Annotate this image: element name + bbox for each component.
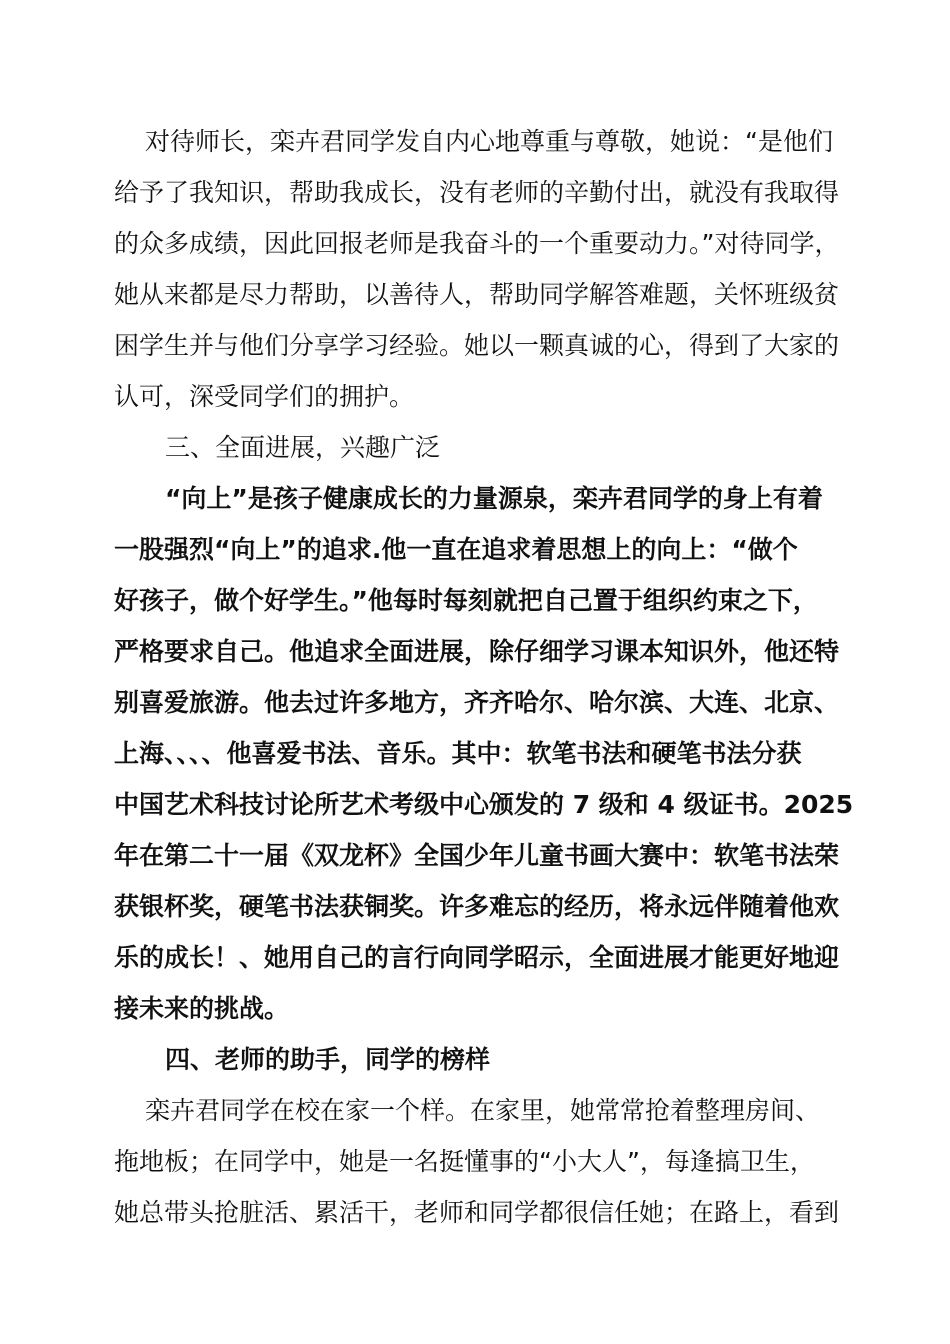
paragraph-line: 中国艺术科技讨论所艺术考级中心颁发的 7 级和 4 级证书。2025: [114, 790, 854, 819]
paragraph-line: 好孩子，做个好学生。”他每时每刻就把自己置于组织约束之下，: [114, 586, 818, 615]
paragraph-line: 一股强烈“向上”的追求.他一直在追求着思想上的向上：“做个: [114, 535, 798, 564]
paragraph-line: 她从来都是尽力帮助，以善待人，帮助同学解答难题，关怀班级贫: [114, 280, 840, 309]
paragraph-line: 给予了我知识，帮助我成长，没有老师的辛勤付出，就没有我取得: [114, 178, 840, 207]
paragraph-line: 接未来的挑战。: [114, 994, 290, 1023]
paragraph-line: 她总带头抢脏活、累活干，老师和同学都很信任她；在路上，看到: [114, 1198, 840, 1227]
paragraph-line: 别喜爱旅游。他去过许多地方，齐齐哈尔、哈尔滨、大连、北京、: [114, 688, 840, 717]
paragraph-line: 拖地板；在同学中，她是一名挺懂事的“小大人”，每逢搞卫生，: [114, 1147, 815, 1176]
paragraph-line: 乐的成长！、她用自己的言行向同学昭示，全面进展才能更好地迎: [114, 943, 840, 972]
section-heading: 三、全面进展，兴趣广泛: [165, 433, 441, 462]
paragraph-line: 的众多成绩，因此回报老师是我奋斗的一个重要动力。”对待同学，: [114, 229, 840, 258]
paragraph-line: 上海、、、、他喜爱书法、音乐。其中：软笔书法和硬笔书法分获: [114, 739, 802, 768]
paragraph-line: 严格要求自己。他追求全面进展，除仔细学习课本知识外，他还特: [114, 637, 840, 666]
paragraph-line: 年在第二十一届《双龙杯》全国少年儿童书画大赛中：软笔书法荣: [114, 841, 840, 870]
paragraph-line: “向上”是孩子健康成长的力量源泉，栾卉君同学的身上有着: [165, 484, 823, 513]
paragraph-line: 认可，深受同学们的拥护。: [114, 382, 415, 411]
section-heading: 四、老师的助手，同学的榜样: [165, 1045, 491, 1074]
paragraph-line: 获银杯奖，硬笔书法获铜奖。许多难忘的经历，将永远伴随着他欢: [114, 892, 840, 921]
paragraph-line: 栾卉君同学在校在家一个样。在家里，她常常抢着整理房间、: [145, 1096, 821, 1125]
paragraph-line: 困学生并与他们分享学习经验。她以一颗真诚的心，得到了大家的: [114, 331, 840, 360]
paragraph-line: 对待师长，栾卉君同学发自内心地尊重与尊敬，她说：“是他们: [145, 127, 833, 156]
